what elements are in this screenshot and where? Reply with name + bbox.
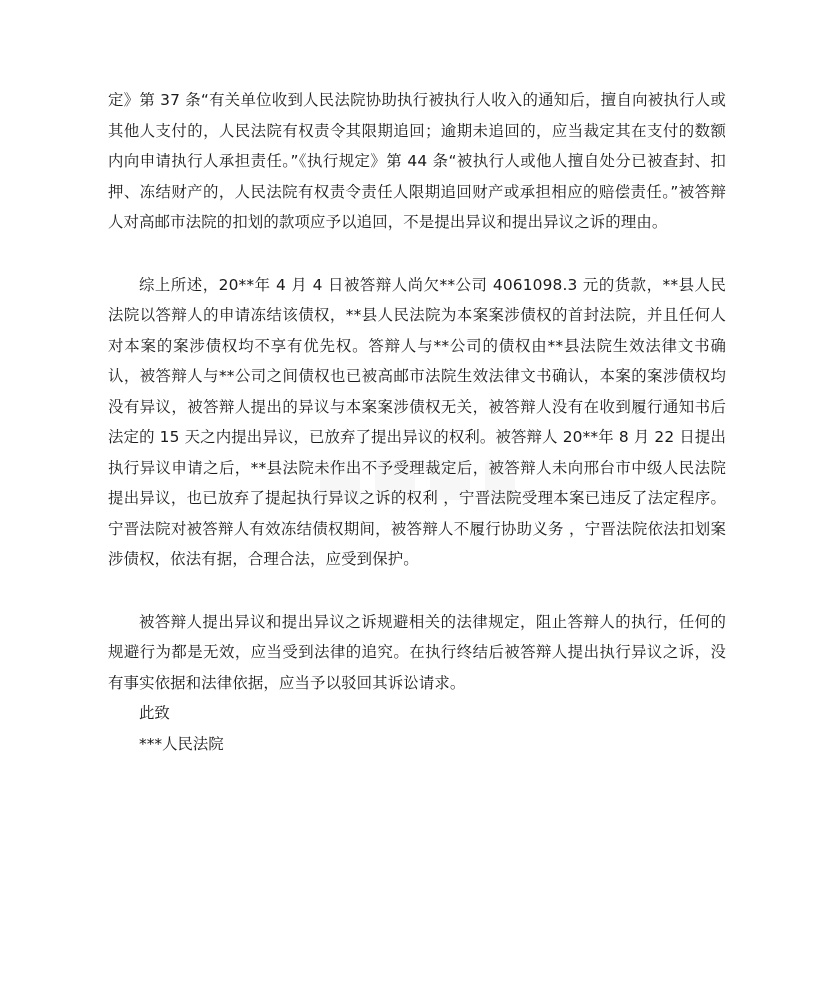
document-body	[108, 85, 726, 759]
paragraph-summary: 综上所述，20**年 4 月 4 日被答辩人尚欠**公司 4061098.3 元的货款，**县人民法院以答辩人的申请冻结该债权，**县人民法院为本案案涉债权的首封法院，并且任何人对本案的案涉债权均不享有优先权。答辩人与**公司的债权由**县法院生效法律文书确认，被答辩人与**公司之间债权也已被高邮市法院生效法律文书确认，本案的案涉债权均没有异议，被答辩人提出的异议与本案案涉债权无关，被答辩人没有在收到履行通知书后法定的 15 天之内提出异议，已放弃了提出异议的权利。被答辩人 20**年 8 月 22 日提出执行异议申请之后，**县法院未作出不予受理裁定后，被答辩人未向邢台市中级人民法院提出异议，也已放弃了提起执行异议之诉的权利 ，宁晋法院受理本案已违反了法定程序。宁晋法院对被答辩人有效冻结债权期间，被答辩人不履行协助义务 ，宁晋法院依法扣划案涉债权，依法有据，合理合法，应受到保护。	[108, 275, 726, 568]
paragraph-conclusion: 被答辩人提出异议和提出异议之诉规避相关的法律规定，阻止答辩人的执行，任何的规避行为都是无效，应当受到法律的追究。在执行终结后被答辩人提出执行异议之诉，没有事实依据和法律依据，应当予以驳回其诉讼请求。	[108, 612, 726, 692]
addressee: ***人民法院	[139, 734, 224, 753]
paragraph-legal-citation: 定》第 37 条“有关单位收到人民法院协助执行被执行人收入的通知后，擅自向被执行人或其他人支付的，人民法院有权责令其限期追回；逾期未追回的，应当裁定其在支付的数额内向申请执行人承担责任。”《执行规定》第 44 条“被执行人或他人擅自处分已被查封、扣押、冻结财产的，人民法院有权责令责任人限期追回财产或承担相应的赔偿责任。”被答辩人对高邮市法院的扣划的款项应予以追回，不是提出异议和提出异议之诉的理由。	[108, 91, 726, 231]
salutation: 此致	[139, 704, 170, 722]
